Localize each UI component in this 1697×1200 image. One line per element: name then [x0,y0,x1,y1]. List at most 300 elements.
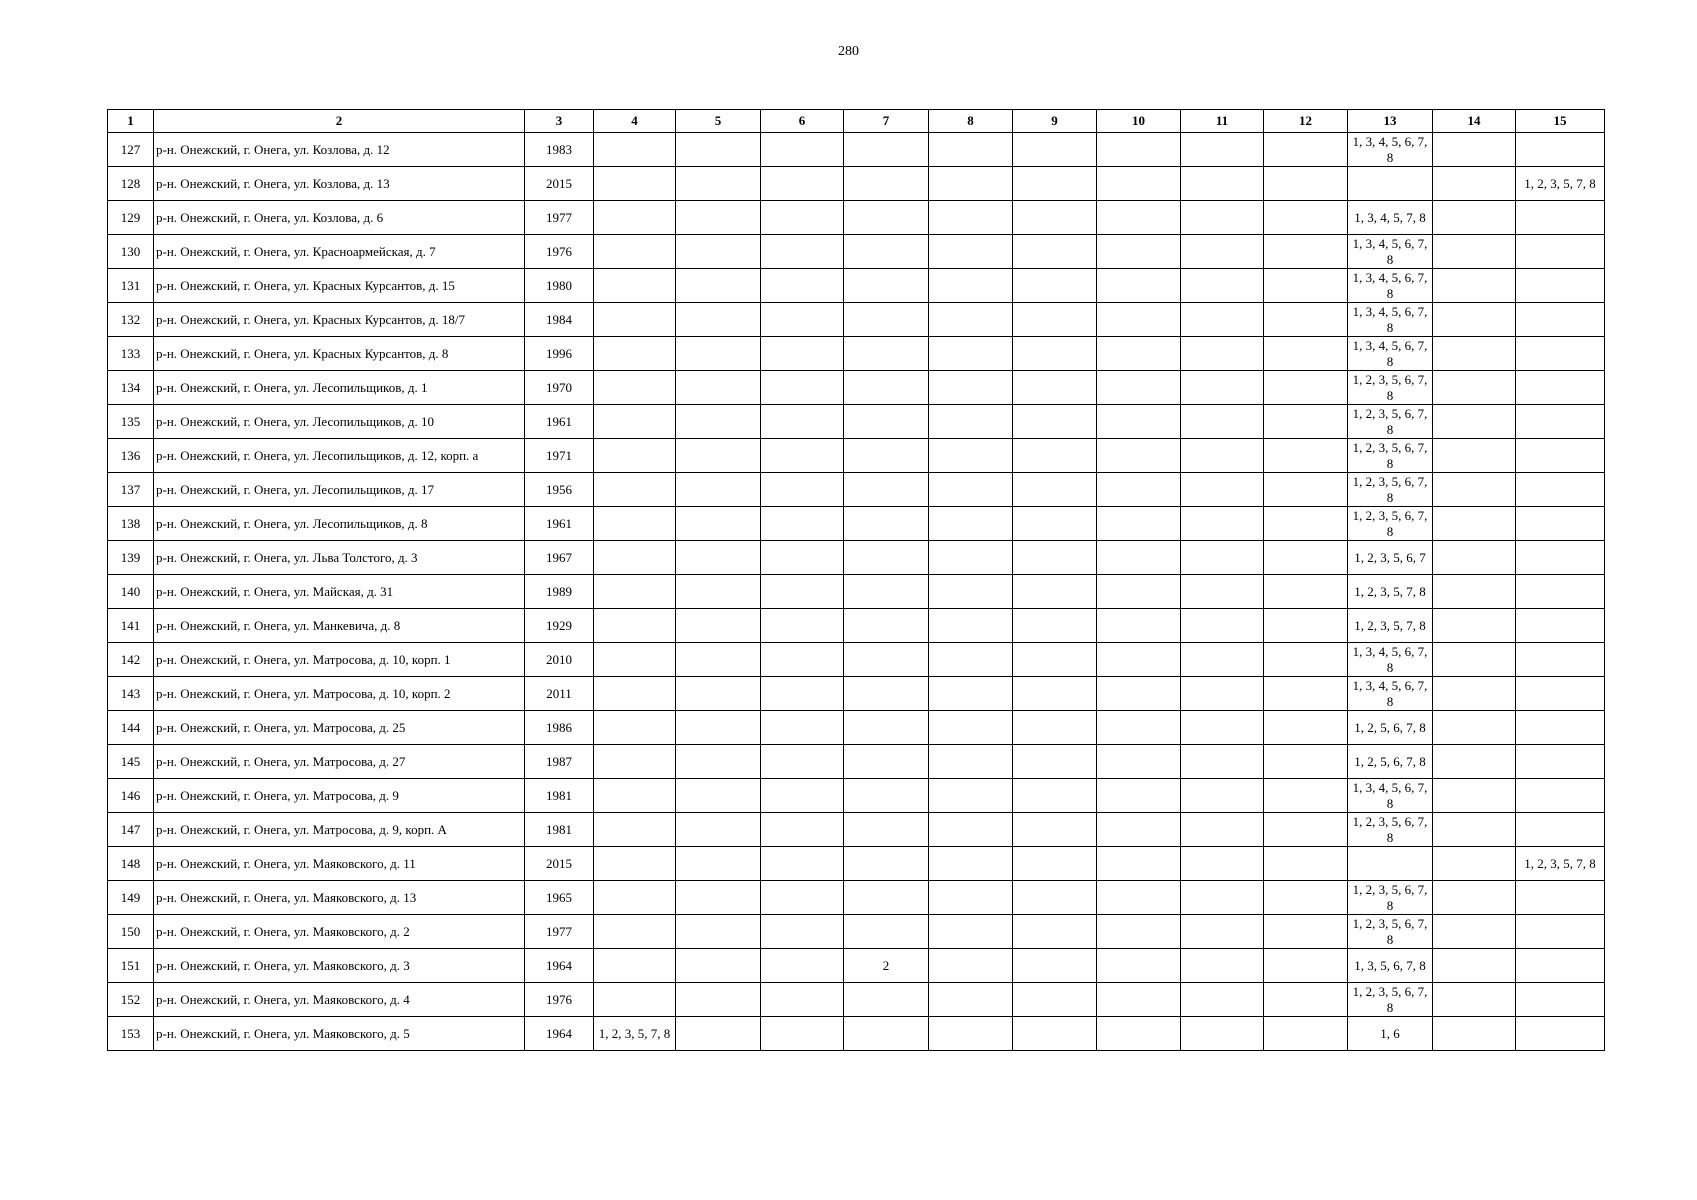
year-cell: 1929 [525,609,594,643]
col-10-cell [1097,813,1181,847]
col-12-cell [1264,847,1348,881]
col-14-cell [1433,473,1516,507]
col-13-cell: 1, 2, 3, 5, 6, 7 [1348,541,1433,575]
col-5-cell [676,881,761,915]
col-9-cell [1013,337,1097,371]
col-12-cell [1264,609,1348,643]
col-11-cell [1181,779,1264,813]
col-13-cell: 1, 3, 4, 5, 7, 8 [1348,201,1433,235]
col-15-cell [1516,915,1605,949]
table-row [108,541,1605,575]
address-cell: р-н. Онежский, г. Онега, ул. Маяковского, д. 5 [154,1017,525,1051]
col-13-cell: 1, 3, 4, 5, 6, 7, 8 [1348,269,1433,303]
col-14-cell [1433,235,1516,269]
col-7-cell [844,439,929,473]
col-11-cell [1181,711,1264,745]
row-number-cell: 139 [108,541,154,575]
col-11-cell [1181,643,1264,677]
col-11-cell [1181,269,1264,303]
col-7-cell: 2 [844,949,929,983]
row-number-cell: 130 [108,235,154,269]
col-8-cell [929,677,1013,711]
table-row [108,133,1605,167]
col-13-cell: 1, 3, 4, 5, 6, 7, 8 [1348,779,1433,813]
col-15-cell [1516,813,1605,847]
col-15-cell [1516,575,1605,609]
col-11-cell [1181,473,1264,507]
col-7-cell [844,303,929,337]
col-10-cell [1097,337,1181,371]
col-14-cell [1433,201,1516,235]
row-number-cell: 133 [108,337,154,371]
col-4-cell [594,337,676,371]
column-header: 6 [761,110,844,133]
table-row [108,235,1605,269]
column-header: 7 [844,110,929,133]
year-cell: 2010 [525,643,594,677]
col-4-cell [594,609,676,643]
col-15-cell [1516,711,1605,745]
col-9-cell [1013,303,1097,337]
col-4-cell [594,813,676,847]
col-7-cell [844,779,929,813]
col-7-cell [844,575,929,609]
row-number-cell: 136 [108,439,154,473]
col-4-cell [594,847,676,881]
row-number-cell: 141 [108,609,154,643]
col-7-cell [844,473,929,507]
year-cell: 1965 [525,881,594,915]
col-8-cell [929,949,1013,983]
col-5-cell [676,507,761,541]
col-15-cell [1516,949,1605,983]
col-15-cell [1516,983,1605,1017]
row-number-cell: 137 [108,473,154,507]
col-12-cell [1264,915,1348,949]
col-12-cell [1264,201,1348,235]
col-8-cell [929,1017,1013,1051]
row-number-cell: 150 [108,915,154,949]
col-4-cell [594,983,676,1017]
address-cell: р-н. Онежский, г. Онега, ул. Лесопильщиков, д. 8 [154,507,525,541]
row-number-cell: 149 [108,881,154,915]
col-9-cell [1013,405,1097,439]
col-4-cell [594,303,676,337]
col-8-cell [929,473,1013,507]
row-number-cell: 143 [108,677,154,711]
address-cell: р-н. Онежский, г. Онега, ул. Красноармейская, д. 7 [154,235,525,269]
col-12-cell [1264,133,1348,167]
col-12-cell [1264,711,1348,745]
year-cell: 1967 [525,541,594,575]
table-row [108,201,1605,235]
col-13-cell [1348,847,1433,881]
address-cell: р-н. Онежский, г. Онега, ул. Матросова, д. 27 [154,745,525,779]
year-cell: 1961 [525,507,594,541]
table-row [108,507,1605,541]
col-4-cell [594,133,676,167]
address-cell: р-н. Онежский, г. Онега, ул. Маяковского, д. 3 [154,949,525,983]
year-cell: 1976 [525,983,594,1017]
year-cell: 1983 [525,133,594,167]
col-6-cell [761,371,844,405]
column-header: 2 [154,110,525,133]
column-header: 5 [676,110,761,133]
col-13-cell: 1, 2, 3, 5, 6, 7, 8 [1348,473,1433,507]
col-5-cell [676,439,761,473]
address-cell: р-н. Онежский, г. Онега, ул. Лесопильщиков, д. 1 [154,371,525,405]
col-5-cell [676,235,761,269]
address-cell: р-н. Онежский, г. Онега, ул. Маяковского, д. 11 [154,847,525,881]
address-cell: р-н. Онежский, г. Онега, ул. Лесопильщиков, д. 10 [154,405,525,439]
col-12-cell [1264,541,1348,575]
address-cell: р-н. Онежский, г. Онега, ул. Матросова, д. 25 [154,711,525,745]
col-10-cell [1097,677,1181,711]
col-6-cell [761,983,844,1017]
year-cell: 2015 [525,847,594,881]
year-cell: 1986 [525,711,594,745]
year-cell: 1964 [525,1017,594,1051]
col-5-cell [676,575,761,609]
year-cell: 1981 [525,813,594,847]
col-12-cell [1264,507,1348,541]
col-10-cell [1097,643,1181,677]
col-11-cell [1181,405,1264,439]
row-number-cell: 132 [108,303,154,337]
col-4-cell [594,167,676,201]
address-cell: р-н. Онежский, г. Онега, ул. Майская, д. 31 [154,575,525,609]
col-13-cell: 1, 3, 4, 5, 6, 7, 8 [1348,303,1433,337]
col-6-cell [761,575,844,609]
col-15-cell: 1, 2, 3, 5, 7, 8 [1516,167,1605,201]
col-4-cell [594,779,676,813]
col-9-cell [1013,371,1097,405]
col-5-cell [676,847,761,881]
col-6-cell [761,133,844,167]
col-14-cell [1433,643,1516,677]
col-11-cell [1181,201,1264,235]
col-11-cell [1181,983,1264,1017]
table-row [108,915,1605,949]
col-9-cell [1013,235,1097,269]
col-12-cell [1264,303,1348,337]
year-cell: 1961 [525,405,594,439]
col-4-cell [594,235,676,269]
col-7-cell [844,201,929,235]
col-6-cell [761,507,844,541]
year-cell: 1981 [525,779,594,813]
col-13-cell: 1, 2, 3, 5, 7, 8 [1348,575,1433,609]
col-10-cell [1097,609,1181,643]
col-7-cell [844,1017,929,1051]
col-7-cell [844,983,929,1017]
col-9-cell [1013,541,1097,575]
table-row [108,983,1605,1017]
row-number-cell: 144 [108,711,154,745]
table-row [108,473,1605,507]
col-13-cell: 1, 2, 5, 6, 7, 8 [1348,711,1433,745]
row-number-cell: 140 [108,575,154,609]
col-4-cell [594,473,676,507]
header-row [108,110,1605,133]
col-10-cell [1097,915,1181,949]
col-15-cell [1516,133,1605,167]
col-10-cell [1097,167,1181,201]
table-body [108,133,1605,1051]
column-header: 4 [594,110,676,133]
col-6-cell [761,677,844,711]
col-9-cell [1013,269,1097,303]
address-cell: р-н. Онежский, г. Онега, ул. Козлова, д. 13 [154,167,525,201]
col-9-cell [1013,575,1097,609]
col-15-cell [1516,473,1605,507]
row-number-cell: 146 [108,779,154,813]
col-14-cell [1433,677,1516,711]
table-row [108,711,1605,745]
col-4-cell [594,269,676,303]
row-number-cell: 148 [108,847,154,881]
col-9-cell [1013,439,1097,473]
col-14-cell [1433,541,1516,575]
col-5-cell [676,201,761,235]
col-11-cell [1181,847,1264,881]
table-row [108,847,1605,881]
col-10-cell [1097,711,1181,745]
col-13-cell: 1, 3, 4, 5, 6, 7, 8 [1348,677,1433,711]
address-cell: р-н. Онежский, г. Онега, ул. Маяковского, д. 4 [154,983,525,1017]
address-cell: р-н. Онежский, г. Онега, ул. Маяковского, д. 13 [154,881,525,915]
col-8-cell [929,847,1013,881]
col-4-cell [594,677,676,711]
col-5-cell [676,813,761,847]
col-8-cell [929,575,1013,609]
col-11-cell [1181,677,1264,711]
col-15-cell [1516,507,1605,541]
col-7-cell [844,813,929,847]
col-15-cell [1516,439,1605,473]
col-9-cell [1013,745,1097,779]
address-cell: р-н. Онежский, г. Онега, ул. Красных Курсантов, д. 8 [154,337,525,371]
col-5-cell [676,337,761,371]
col-12-cell [1264,881,1348,915]
address-cell: р-н. Онежский, г. Онега, ул. Лесопильщиков, д. 17 [154,473,525,507]
col-12-cell [1264,983,1348,1017]
col-5-cell [676,371,761,405]
col-10-cell [1097,473,1181,507]
col-7-cell [844,167,929,201]
col-6-cell [761,711,844,745]
col-14-cell [1433,847,1516,881]
col-6-cell [761,643,844,677]
col-10-cell [1097,541,1181,575]
col-9-cell [1013,473,1097,507]
col-4-cell: 1, 2, 3, 5, 7, 8 [594,1017,676,1051]
address-cell: р-н. Онежский, г. Онега, ул. Матросова, д. 10, корп. 1 [154,643,525,677]
col-13-cell: 1, 2, 3, 5, 6, 7, 8 [1348,881,1433,915]
col-7-cell [844,337,929,371]
col-5-cell [676,983,761,1017]
col-15-cell [1516,201,1605,235]
col-14-cell [1433,439,1516,473]
col-15-cell [1516,643,1605,677]
col-14-cell [1433,167,1516,201]
col-6-cell [761,235,844,269]
col-6-cell [761,915,844,949]
column-header: 1 [108,110,154,133]
col-11-cell [1181,303,1264,337]
year-cell: 1987 [525,745,594,779]
col-6-cell [761,541,844,575]
row-number-cell: 129 [108,201,154,235]
address-cell: р-н. Онежский, г. Онега, ул. Козлова, д. 6 [154,201,525,235]
col-13-cell: 1, 2, 3, 5, 7, 8 [1348,609,1433,643]
address-cell: р-н. Онежский, г. Онега, ул. Матросова, д. 9, корп. А [154,813,525,847]
col-4-cell [594,711,676,745]
col-5-cell [676,133,761,167]
col-6-cell [761,881,844,915]
col-11-cell [1181,133,1264,167]
table-row [108,575,1605,609]
col-4-cell [594,915,676,949]
col-13-cell: 1, 3, 4, 5, 6, 7, 8 [1348,337,1433,371]
col-9-cell [1013,507,1097,541]
table-row [108,745,1605,779]
col-7-cell [844,405,929,439]
row-number-cell: 127 [108,133,154,167]
col-7-cell [844,643,929,677]
col-8-cell [929,269,1013,303]
column-header: 11 [1181,110,1264,133]
col-9-cell [1013,847,1097,881]
address-cell: р-н. Онежский, г. Онега, ул. Козлова, д. 12 [154,133,525,167]
col-11-cell [1181,575,1264,609]
table-row [108,269,1605,303]
col-7-cell [844,541,929,575]
col-5-cell [676,915,761,949]
col-4-cell [594,201,676,235]
address-cell: р-н. Онежский, г. Онега, ул. Матросова, д. 10, корп. 2 [154,677,525,711]
col-13-cell: 1, 3, 4, 5, 6, 7, 8 [1348,235,1433,269]
col-10-cell [1097,371,1181,405]
year-cell: 1977 [525,201,594,235]
col-14-cell [1433,303,1516,337]
col-15-cell [1516,269,1605,303]
col-10-cell [1097,201,1181,235]
col-13-cell: 1, 2, 3, 5, 6, 7, 8 [1348,371,1433,405]
row-number-cell: 142 [108,643,154,677]
col-8-cell [929,915,1013,949]
column-header: 3 [525,110,594,133]
col-8-cell [929,133,1013,167]
year-cell: 1976 [525,235,594,269]
table-row [108,779,1605,813]
col-15-cell: 1, 2, 3, 5, 7, 8 [1516,847,1605,881]
col-13-cell: 1, 3, 4, 5, 6, 7, 8 [1348,133,1433,167]
col-12-cell [1264,337,1348,371]
col-14-cell [1433,609,1516,643]
col-11-cell [1181,813,1264,847]
col-6-cell [761,1017,844,1051]
col-4-cell [594,881,676,915]
col-10-cell [1097,983,1181,1017]
address-cell: р-н. Онежский, г. Онега, ул. Манкевича, д. 8 [154,609,525,643]
col-10-cell [1097,133,1181,167]
col-5-cell [676,541,761,575]
table-row [108,881,1605,915]
col-10-cell [1097,779,1181,813]
col-5-cell [676,643,761,677]
col-14-cell [1433,813,1516,847]
page-number: 280 [838,44,859,59]
col-8-cell [929,507,1013,541]
year-cell: 2015 [525,167,594,201]
col-8-cell [929,303,1013,337]
col-11-cell [1181,541,1264,575]
col-4-cell [594,949,676,983]
col-9-cell [1013,609,1097,643]
column-header: 13 [1348,110,1433,133]
col-6-cell [761,779,844,813]
col-9-cell [1013,677,1097,711]
col-4-cell [594,745,676,779]
col-5-cell [676,269,761,303]
year-cell: 1971 [525,439,594,473]
col-14-cell [1433,983,1516,1017]
col-9-cell [1013,133,1097,167]
col-14-cell [1433,1017,1516,1051]
col-10-cell [1097,745,1181,779]
col-11-cell [1181,881,1264,915]
col-6-cell [761,303,844,337]
row-number-cell: 145 [108,745,154,779]
col-13-cell: 1, 6 [1348,1017,1433,1051]
col-6-cell [761,337,844,371]
col-10-cell [1097,881,1181,915]
col-5-cell [676,677,761,711]
col-11-cell [1181,745,1264,779]
col-5-cell [676,303,761,337]
table-row [108,337,1605,371]
col-4-cell [594,371,676,405]
col-8-cell [929,779,1013,813]
col-10-cell [1097,575,1181,609]
col-7-cell [844,881,929,915]
col-6-cell [761,847,844,881]
col-9-cell [1013,1017,1097,1051]
col-6-cell [761,745,844,779]
address-cell: р-н. Онежский, г. Онега, ул. Маяковского, д. 2 [154,915,525,949]
col-12-cell [1264,405,1348,439]
col-6-cell [761,167,844,201]
year-cell: 1956 [525,473,594,507]
col-15-cell [1516,745,1605,779]
col-11-cell [1181,609,1264,643]
column-header: 8 [929,110,1013,133]
col-14-cell [1433,915,1516,949]
column-header: 14 [1433,110,1516,133]
col-4-cell [594,405,676,439]
col-6-cell [761,269,844,303]
table-row [108,643,1605,677]
col-12-cell [1264,167,1348,201]
col-7-cell [844,133,929,167]
year-cell: 1977 [525,915,594,949]
col-12-cell [1264,643,1348,677]
col-11-cell [1181,1017,1264,1051]
col-13-cell: 1, 2, 3, 5, 6, 7, 8 [1348,439,1433,473]
address-cell: р-н. Онежский, г. Онега, ул. Льва Толстого, д. 3 [154,541,525,575]
col-12-cell [1264,269,1348,303]
